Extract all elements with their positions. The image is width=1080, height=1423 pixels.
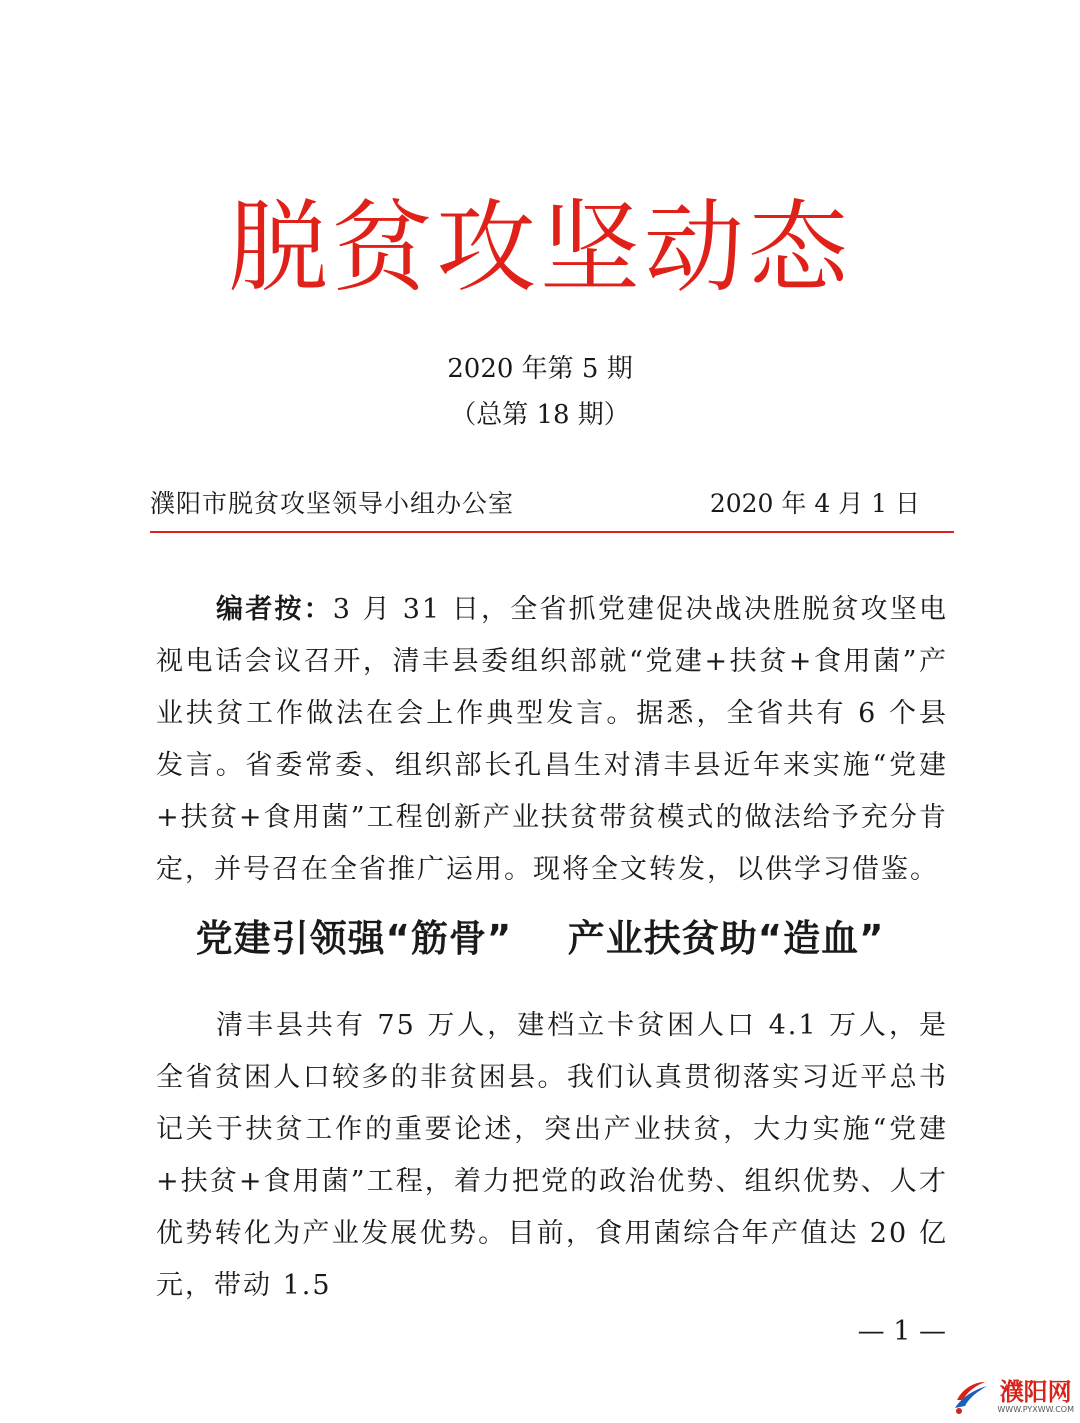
article-title: 党建引领强“筋骨” 产业扶贫助“造血” bbox=[195, 917, 885, 960]
page-number: — 1 — bbox=[857, 1316, 946, 1347]
editor-note bbox=[156, 584, 948, 896]
watermark bbox=[951, 1377, 1074, 1417]
total-issue-number: （总第 18 期） bbox=[450, 400, 630, 430]
issue-date: 2020 年 4 月 1 日 bbox=[709, 489, 920, 518]
swoosh-logo-icon bbox=[951, 1378, 991, 1416]
article-paragraph: 清丰县共有 75 万人，建档立卡贫困人口 4.1 万人，是全省贫困人口较多的非贫困县。我们认真贯彻落实习近平总书记关于扶贫工作的重要论述，突出产业扶贫，大力实施“党建+扶贫+食用菌”工程，着力把党的政治优势、组织优势、人才优势转化为产业发展优势。目前，食用菌综合年产值达 20 亿元，带动 1.5 bbox=[156, 1010, 948, 1301]
header-divider bbox=[150, 531, 954, 533]
masthead-title: 脱贫攻坚动态 bbox=[228, 189, 852, 306]
editor-note-label: 编者按： bbox=[216, 594, 333, 625]
watermark-url: WWW.PYXWW.COM bbox=[997, 1405, 1074, 1414]
editor-note-text: 3 月 31 日，全省抓党建促决战决胜脱贫攻坚电视电话会议召开，清丰县委组织部就“党建+扶贫+食用菌”产业扶贫工作做法在会上作典型发言。据悉，全省共有 6 个县发言。省委常委、组织部长孔昌生对清丰县近年来实施“党建+扶贫+食用菌”工程创新产业扶贫带贫模式的做法给予充分肯定，并号召在全省推广运用。现将全文转发，以供学习借鉴。 bbox=[156, 594, 948, 885]
issuer-office: 濮阳市脱贫攻坚领导小组办公室 bbox=[150, 489, 515, 518]
issue-number: 2020 年第 5 期 bbox=[447, 354, 633, 384]
watermark-name: 濮阳网 bbox=[999, 1378, 1072, 1406]
